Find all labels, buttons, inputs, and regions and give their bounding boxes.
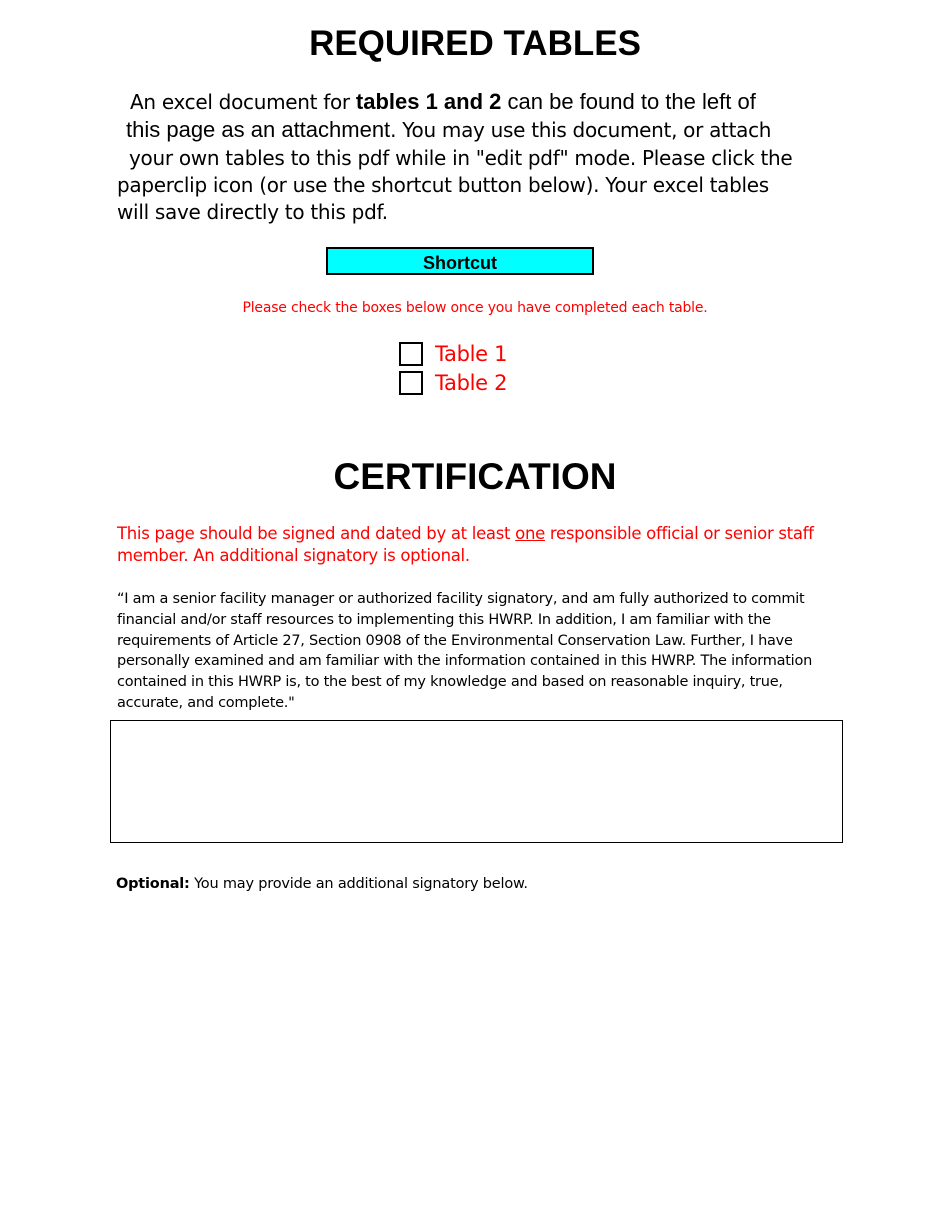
optional-signatory-note: Optional: You may provide an additional signatory below. xyxy=(116,876,528,892)
certification-statement: “I am a senior facility manager or authorized facility signatory, and am fully authorized to commit financial and/or staff resources to implementing this HWRP. In addition, I am familiar with the requirements of Article 27, Section 0908 of the Environmental Conservation Law. Further, I have personally examined and am familiar with the information contained in this HWRP. The information contained in this HWRP is, to the best of my knowledge and based on reasonable inquiry, true, accurate, and complete." xyxy=(117,591,813,711)
emphasis-one: one xyxy=(515,524,545,543)
intro-line-5: will save directly to this pdf. xyxy=(117,200,388,225)
certification-title: CERTIFICATION xyxy=(333,456,617,497)
intro-line-2: this page as an attachment. You may use this document, or attach xyxy=(126,117,772,143)
table-1-checkbox[interactable] xyxy=(399,342,423,366)
table-1-label: Table 1 xyxy=(435,342,508,366)
intro-line-1: An excel document for tables 1 and 2 can be found to the left of xyxy=(130,89,756,114)
intro-line-4: paperclip icon (or use the shortcut button below). Your excel tables xyxy=(117,172,769,197)
intro-line-3: your own tables to this pdf while in "edit pdf" mode. Please click the xyxy=(129,145,793,170)
required-tables-title: REQUIRED TABLES xyxy=(309,24,641,63)
table-2-checkbox[interactable] xyxy=(399,371,423,395)
check-instruction: Please check the boxes below once you have completed each table. xyxy=(242,300,708,316)
table-2-checkbox-row[interactable] xyxy=(399,369,507,397)
certification-note: This page should be signed and dated by at least one responsible official or senior staff member. An additional signatory is optional. xyxy=(117,524,814,565)
table-1-checkbox-row[interactable] xyxy=(399,340,507,368)
signature-field[interactable] xyxy=(110,720,843,843)
table-2-label: Table 2 xyxy=(435,371,508,395)
shortcut-button[interactable]: Shortcut xyxy=(326,247,594,275)
intro-paragraph xyxy=(117,88,832,226)
